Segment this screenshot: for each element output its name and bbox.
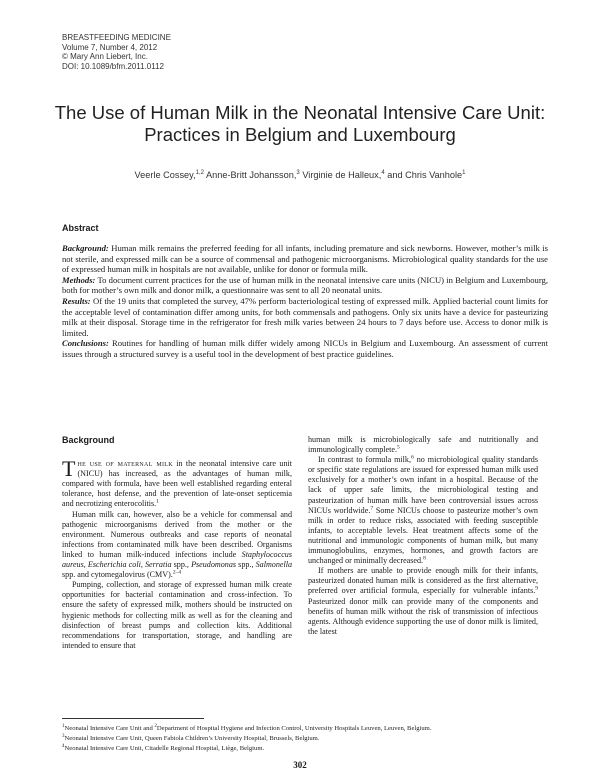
- paragraph: Pumping, collection, and storage of expressed human milk create opportunities for bacterial contamination and cross-infection. To ensure the safety of expressed milk, mothers should be instructed on hygienic methods for collecting milk as well as for the cleaning and disinfection of breast pumps and collection kits. Additional recommendations for transportation, storage, and handling are intended to ensure that: [62, 580, 292, 650]
- section-heading-background: Background: [62, 435, 115, 445]
- abstract-body: [62, 243, 548, 360]
- author-affiliation: 3: [296, 170, 300, 176]
- author-name: Anne-Britt Johansson,: [206, 170, 297, 181]
- article-title: [40, 102, 560, 146]
- paragraph: human milk is microbiologically safe and nutritionally and immunologically complete.$^5$: [308, 435, 538, 455]
- paragraph: The use of maternal milk in the neonatal intensive care unit (NICU) has increased, as the advantages of human milk, compared with formula, have been well established regarding enteral tolerance, host defense, and the prevention of late-onset septicemia and necrotizing enterocolitis.$^1$: [62, 456, 292, 509]
- paragraph: Human milk can, however, also be a vehicle for commensal and pathogenic microorganisms derived from the mother or the environment. Numerous outbreaks and case reports of neonatal infections from contaminated milk have been described. Organisms linked to human milk-induced infections include Staphylococcus aureus, Escherichia coli, Serratia spp., Pseudomonas spp., Salmonella spp. and cytomegalovirus (CMV).$^{2-4}$: [62, 509, 293, 580]
- abstract-conclusions: Conclusions: Routines for handling of human milk differ widely among NICUs in Belgium and Luxembourg. An assessment of current issues through a structured survey is a useful tool in the development of best practice guidelines.: [62, 338, 548, 359]
- citation: 8: [423, 555, 426, 562]
- footnote: $^4$Neonatal Intensive Care Unit, Citadelle Regional Hospital, Liège, Belgium.: [62, 744, 265, 753]
- body-column-left: [62, 435, 292, 651]
- author-name: Virginie de Halleux,: [302, 170, 382, 181]
- abstract-methods: Methods: To document current practices for the use of human milk in the neonatal intensive care units (NICU) in Belgium and Luxembourg, both for mother’s own milk and donor milk, a questionnaire was sent to all 20 neonatal units.: [62, 274, 548, 296]
- author-affiliation: 1,2: [195, 170, 204, 176]
- page-number: 302: [293, 760, 307, 770]
- citation: 7: [370, 504, 374, 511]
- abstract-results-label: Results:: [62, 295, 91, 306]
- journal-copyright: © Mary Ann Liebert, Inc.: [62, 52, 148, 61]
- journal-volume: Volume 7, Number 4, 2012: [62, 42, 158, 52]
- paragraph: In contrast to formula milk,$^6$ no microbiological quality standards or specific state regulations are issued for expressed human milk used exclusively for a mother’s own infant in a hospital. Because of the lack of upper safe limits, the microbiological testing and pasteurization of human milk have been controversial issues across NICUs worldwide.$^7$ Some NICUs choose to pasteurize mother’s own milk in order to reduce risks, associated with feeding susceptible infants, to acceptable levels. Heat treatment affects some of the nutritional and immunologic components of human milk, but many immunoglobulins, enzymes, hormones, and growth factors are unchanged or minimally decreased.$^8$: [308, 454, 538, 566]
- citation: 9: [535, 585, 538, 592]
- abstract-conclusions-label: Conclusions:: [62, 338, 109, 349]
- author-name: Veerle Cossey,: [134, 170, 196, 181]
- author-name: and Chris Vanhole: [387, 170, 463, 181]
- author-list: [40, 170, 560, 180]
- abstract-background-label: Background:: [62, 243, 109, 253]
- journal-doi: DOI: 10.1089/bfm.2011.0112: [62, 61, 164, 71]
- footnotes: [62, 723, 548, 754]
- journal-header: [62, 33, 171, 71]
- citation: 2–4: [172, 569, 182, 576]
- abstract-methods-label: Methods:: [62, 274, 96, 285]
- citation: 6: [411, 454, 414, 461]
- author-affiliation: 4: [381, 170, 385, 176]
- journal-name: BREASTFEEDING MEDICINE: [62, 33, 171, 42]
- abstract-background: Background: Human milk remains the preferred feeding for all infants, including premature and sick newborns. However, mother’s milk is not sterile, and expressed milk can be a source of commensal and pathogenic microorganisms. Microbiological quality standards for the use of expressed human milk in hospitals are not available, unlike for donor or formula milk.: [62, 243, 548, 275]
- author-affiliation: 1: [462, 170, 466, 176]
- drop-cap: T: [62, 456, 76, 482]
- footnote-divider: [62, 718, 204, 719]
- article-title-line-1: The Use of Human Milk in the Neonatal Intensive Care Unit:: [54, 102, 546, 123]
- article-title-line-2: Practices in Belgium and Luxembourg: [144, 124, 456, 145]
- body-column-right: [308, 435, 538, 637]
- abstract-results: Results: Of the 19 units that completed the survey, 47% perform bacteriological testing of expressed milk. Applied bacterial count limits for the acceptable level of contamination differ among units, for both commensals and pathogens. Only six units have a device for pasteurizing milk at their disposal. Storage time in the refrigerator for fresh milk varies between 24 hours to 7 days before use. Access to donor milk is limited.: [62, 295, 548, 338]
- citation: 1: [156, 498, 159, 505]
- abstract-heading: Abstract: [62, 223, 99, 233]
- footnote: $^1$Neonatal Intensive Care Unit and $^2$Department of Hospital Hygiene and Infection Control, University Hospitals Leuven, Leuven, Belgium.: [62, 724, 432, 733]
- citation: 5: [397, 444, 400, 451]
- footnote: $^3$Neonatal Intensive Care Unit, Queen Fabiola Children’s University Hospital, Brussels, Belgium.: [62, 734, 320, 743]
- paragraph: If mothers are unable to provide enough milk for their infants, pasteurized donated human milk is considered as the first alternative, preferred over artificial formula, especially for vulnerable infants.$^9$ Pasteurized donor milk can provide many of the components and benefits of human milk without the risk of transmission of infectious agents. Although evidence supporting the use of donor milk is limited, the latest: [308, 566, 538, 636]
